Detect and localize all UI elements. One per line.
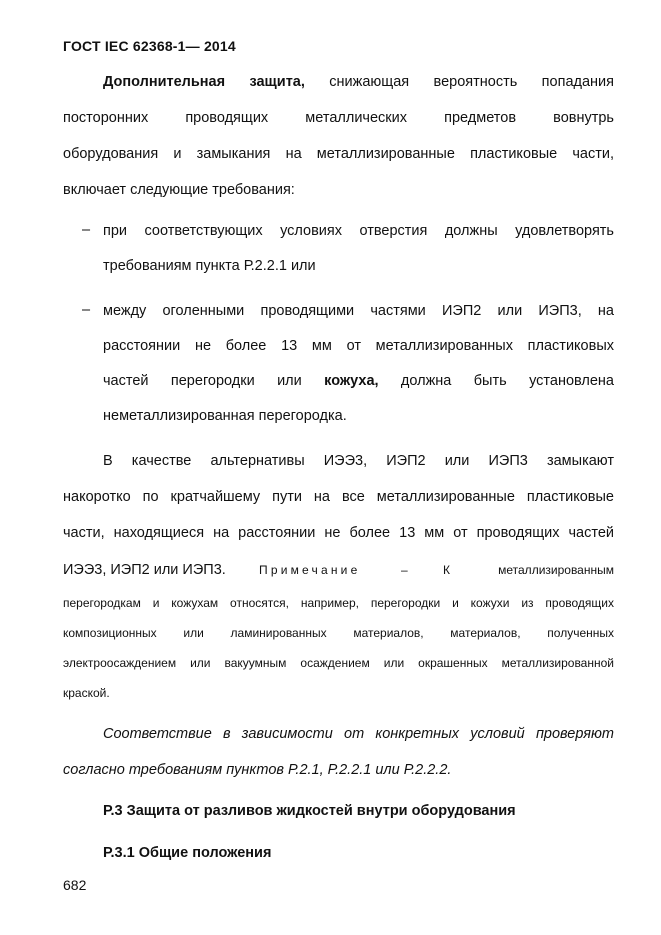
bold-kozhukh: кожуха, [324,373,379,389]
p2-line1: В качестве альтернативы ИЭЭ3, ИЭП2 или ИЭП3 замыкают [103,453,614,469]
paragraph-additional-protection [63,64,614,208]
p2-line4-text: ИЭЭ3, ИЭП2 или ИЭП3. [63,562,226,578]
document-header: ГОСТ IEC 62368-1— 2014 [63,38,236,54]
li2-line2: расстоянии не более 13 мм от металлизированных пластиковых [103,338,614,354]
bold-lead: Дополнительная защита, [103,74,305,90]
section-heading-p31: Р.3.1 Общие положения [103,845,272,861]
note-label: Примечание [259,563,361,577]
comp-line1: Соответствие в зависимости от конкретных условий проверяют [103,726,614,742]
paragraph-alternative [63,443,614,551]
note-text [63,588,614,708]
list-item-2 [103,294,614,434]
compliance-paragraph [63,716,614,788]
p1-line3: оборудования и замыкания на металлизированные пластиковые части, [63,146,614,162]
note-word1: металлизированным [498,563,614,577]
p2-line3: части, находящиеся на расстоянии не более 13 мм от проводящих частей [63,525,614,541]
p2-line4 [63,552,614,588]
page-number: 682 [63,877,87,893]
p1-line1: снижающая вероятность попадания [304,74,614,90]
li1-line2: требованиям пункта Р.2.2.1 или [103,258,316,274]
comp-line2: согласно требованиям пунктов Р.2.1, Р.2.2.1 или Р.2.2.2. [63,762,452,778]
note-k: К [443,563,450,577]
section-heading-p3: Р.3 Защита от разливов жидкостей внутри оборудования [103,803,516,819]
note-line4: краской. [63,686,110,700]
list-dash-1: – [82,222,91,238]
li2-line3: частей перегородки или кожуха, должна быть установлена [103,373,614,389]
list-item-1 [103,214,614,284]
p1-line4: включает следующие требования: [63,182,295,198]
li1-line1: при соответствующих условиях отверстия должны удовлетворять [103,223,614,239]
note-line1: перегородкам и кожухам относятся, например, перегородки и кожухи из проводящих [63,596,614,610]
li2-line4: неметаллизированная перегородка. [103,408,347,424]
p1-line2: посторонних проводящих металлических предметов вовнутрь [63,110,614,126]
note-line2: композиционных или ламинированных материалов, материалов, полученных [63,626,614,640]
li2-line1: между оголенными проводящими частями ИЭП2 или ИЭП3, на [103,303,614,319]
p2-line2: накоротко по кратчайшему пути на все металлизированные пластиковые [63,489,614,505]
note-line3: электроосаждением или вакуумным осаждением или окрашенных металлизированной [63,656,614,670]
list-dash-2: – [82,302,91,318]
note-dash: – [401,563,408,577]
